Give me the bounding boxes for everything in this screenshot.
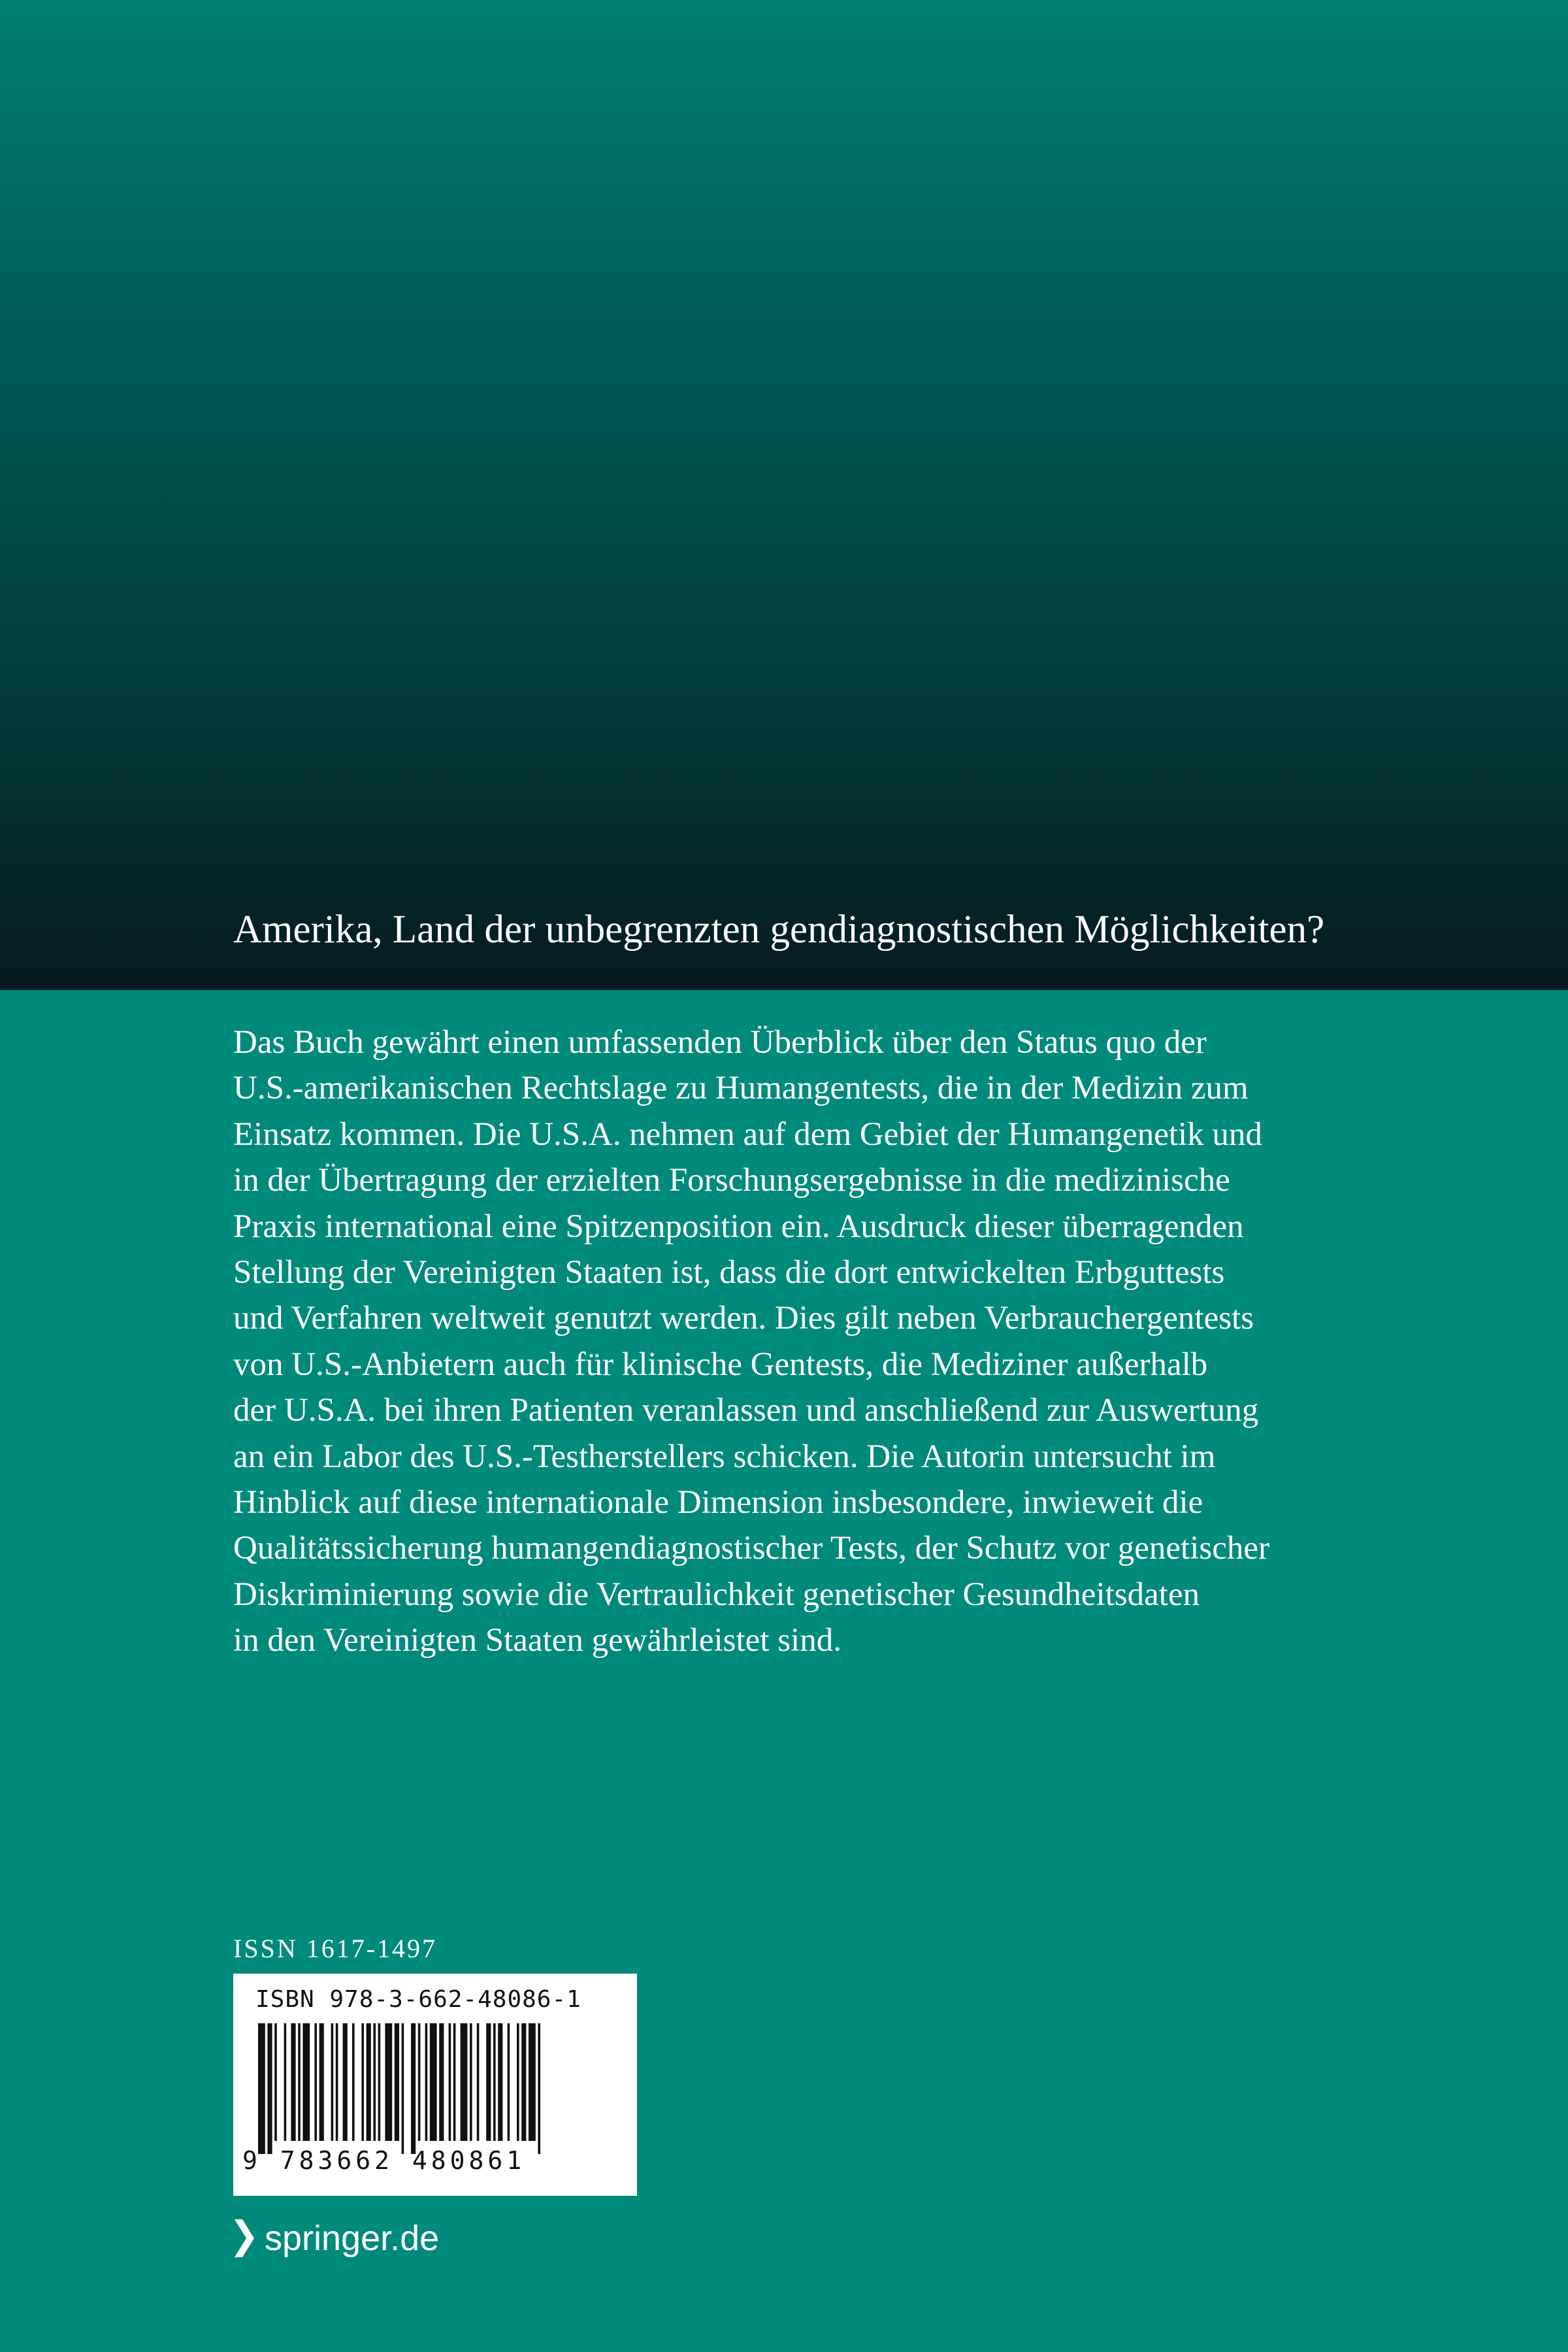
barcode-bar: [538, 2023, 540, 2154]
barcode-bar: [461, 2023, 468, 2141]
barcode-bar: [402, 2023, 404, 2154]
blurb-text: [233, 1019, 1357, 1664]
barcode-bar: [373, 2023, 376, 2141]
blurb-line: Das Buch gewährt einen umfassenden Überblick über den Status quo der: [233, 1024, 1207, 1061]
blurb-line: der U.S.A. bei ihren Patienten veranlassen und anschließend zur Auswertung: [233, 1392, 1259, 1429]
barcode-bar: [298, 2023, 301, 2141]
barcode-bar: [439, 2023, 444, 2141]
barcode-bar: [425, 2023, 428, 2141]
blurb-line: und Verfahren weltweit genutzt werden. Dies gilt neben Verbrauchergentests: [233, 1300, 1254, 1337]
barcode-bar: [258, 2023, 265, 2154]
barcode-bar: [498, 2023, 502, 2141]
barcode-bar: [453, 2023, 456, 2141]
barcode-bar: [418, 2023, 421, 2141]
barcode-bar: [361, 2023, 364, 2141]
isbn-label: ISBN 978-3-662-48086-1: [255, 1986, 581, 2013]
blurb-line: Einsatz kommen. Die U.S.A. nehmen auf dem Gebiet der Humangenetik und: [233, 1116, 1262, 1153]
barcode: [255, 2023, 634, 2154]
barcode-panel: [233, 1974, 637, 2196]
tagline: Amerika, Land der unbegrenzten gendiagnostischen Möglichkeiten?: [233, 908, 1325, 952]
barcode-bar: [314, 2023, 317, 2141]
barcode-bar: [343, 2023, 348, 2141]
barcode-bar: [267, 2023, 272, 2154]
barcode-bar: [274, 2023, 277, 2141]
barcode-bar: [336, 2023, 338, 2141]
barcode-bar: [367, 2023, 371, 2141]
barcode-bar: [517, 2023, 519, 2141]
barcode-bar: [302, 2023, 310, 2141]
barcode-bar: [477, 2023, 480, 2141]
blurb-line: Hinblick auf diese internationale Dimension insbesondere, inwieweit die: [233, 1484, 1203, 1521]
gradient-band: [0, 0, 1568, 990]
barcode-bar: [378, 2023, 381, 2141]
blurb-line: Praxis international eine Spitzenposition ein. Ausdruck dieser überragenden: [233, 1208, 1244, 1245]
barcode-bar: [529, 2023, 536, 2141]
blurb-line: in der Übertragung der erzielten Forschungsergebnisse in die medizinische: [233, 1162, 1230, 1199]
publisher-link[interactable]: [233, 2212, 439, 2264]
barcode-bar: [352, 2023, 355, 2141]
barcode-bar: [430, 2023, 437, 2141]
barcode-bar: [411, 2023, 416, 2154]
barcode-bar: [291, 2023, 295, 2141]
barcode-bar: [508, 2023, 510, 2141]
barcode-bar: [493, 2023, 496, 2141]
barcode-bar: [284, 2023, 287, 2141]
blurb-line: U.S.-amerikanischen Rechtslage zu Humangentests, die in der Medizin zum: [233, 1070, 1249, 1107]
issn-label: ISSN 1617-1497: [233, 1934, 438, 1963]
barcode-bar: [331, 2023, 334, 2141]
barcode-bar: [449, 2023, 451, 2141]
blurb-line: Stellung der Vereinigten Staaten ist, dass die dort entwickelten Erbguttests: [233, 1254, 1225, 1291]
blurb-line: von U.S.-Anbietern auch für klinische Gentests, die Mediziner außerhalb: [233, 1346, 1208, 1383]
chevron-right-icon: [233, 2219, 255, 2257]
barcode-digits: 9 783662 480861: [242, 2146, 526, 2175]
barcode-bar: [395, 2023, 399, 2141]
barcode-bar: [385, 2023, 392, 2141]
barcode-bar: [470, 2023, 472, 2141]
blurb-line: Qualitätssicherung humangendiagnostischer Tests, der Schutz vor genetischer: [233, 1530, 1269, 1567]
publisher-link-label: springer.de: [265, 2219, 440, 2258]
barcode-bar: [486, 2023, 491, 2141]
barcode-bar: [319, 2023, 324, 2141]
barcode-bar: [521, 2023, 526, 2141]
blurb-line: Diskriminierung sowie die Vertraulichkeit genetischer Gesundheitsdaten: [233, 1576, 1200, 1613]
blurb-line: in den Vereinigten Staaten gewährleistet sind.: [233, 1622, 841, 1659]
blurb-line: an ein Labor des U.S.-Testherstellers schicken. Die Autorin untersucht im: [233, 1438, 1216, 1475]
